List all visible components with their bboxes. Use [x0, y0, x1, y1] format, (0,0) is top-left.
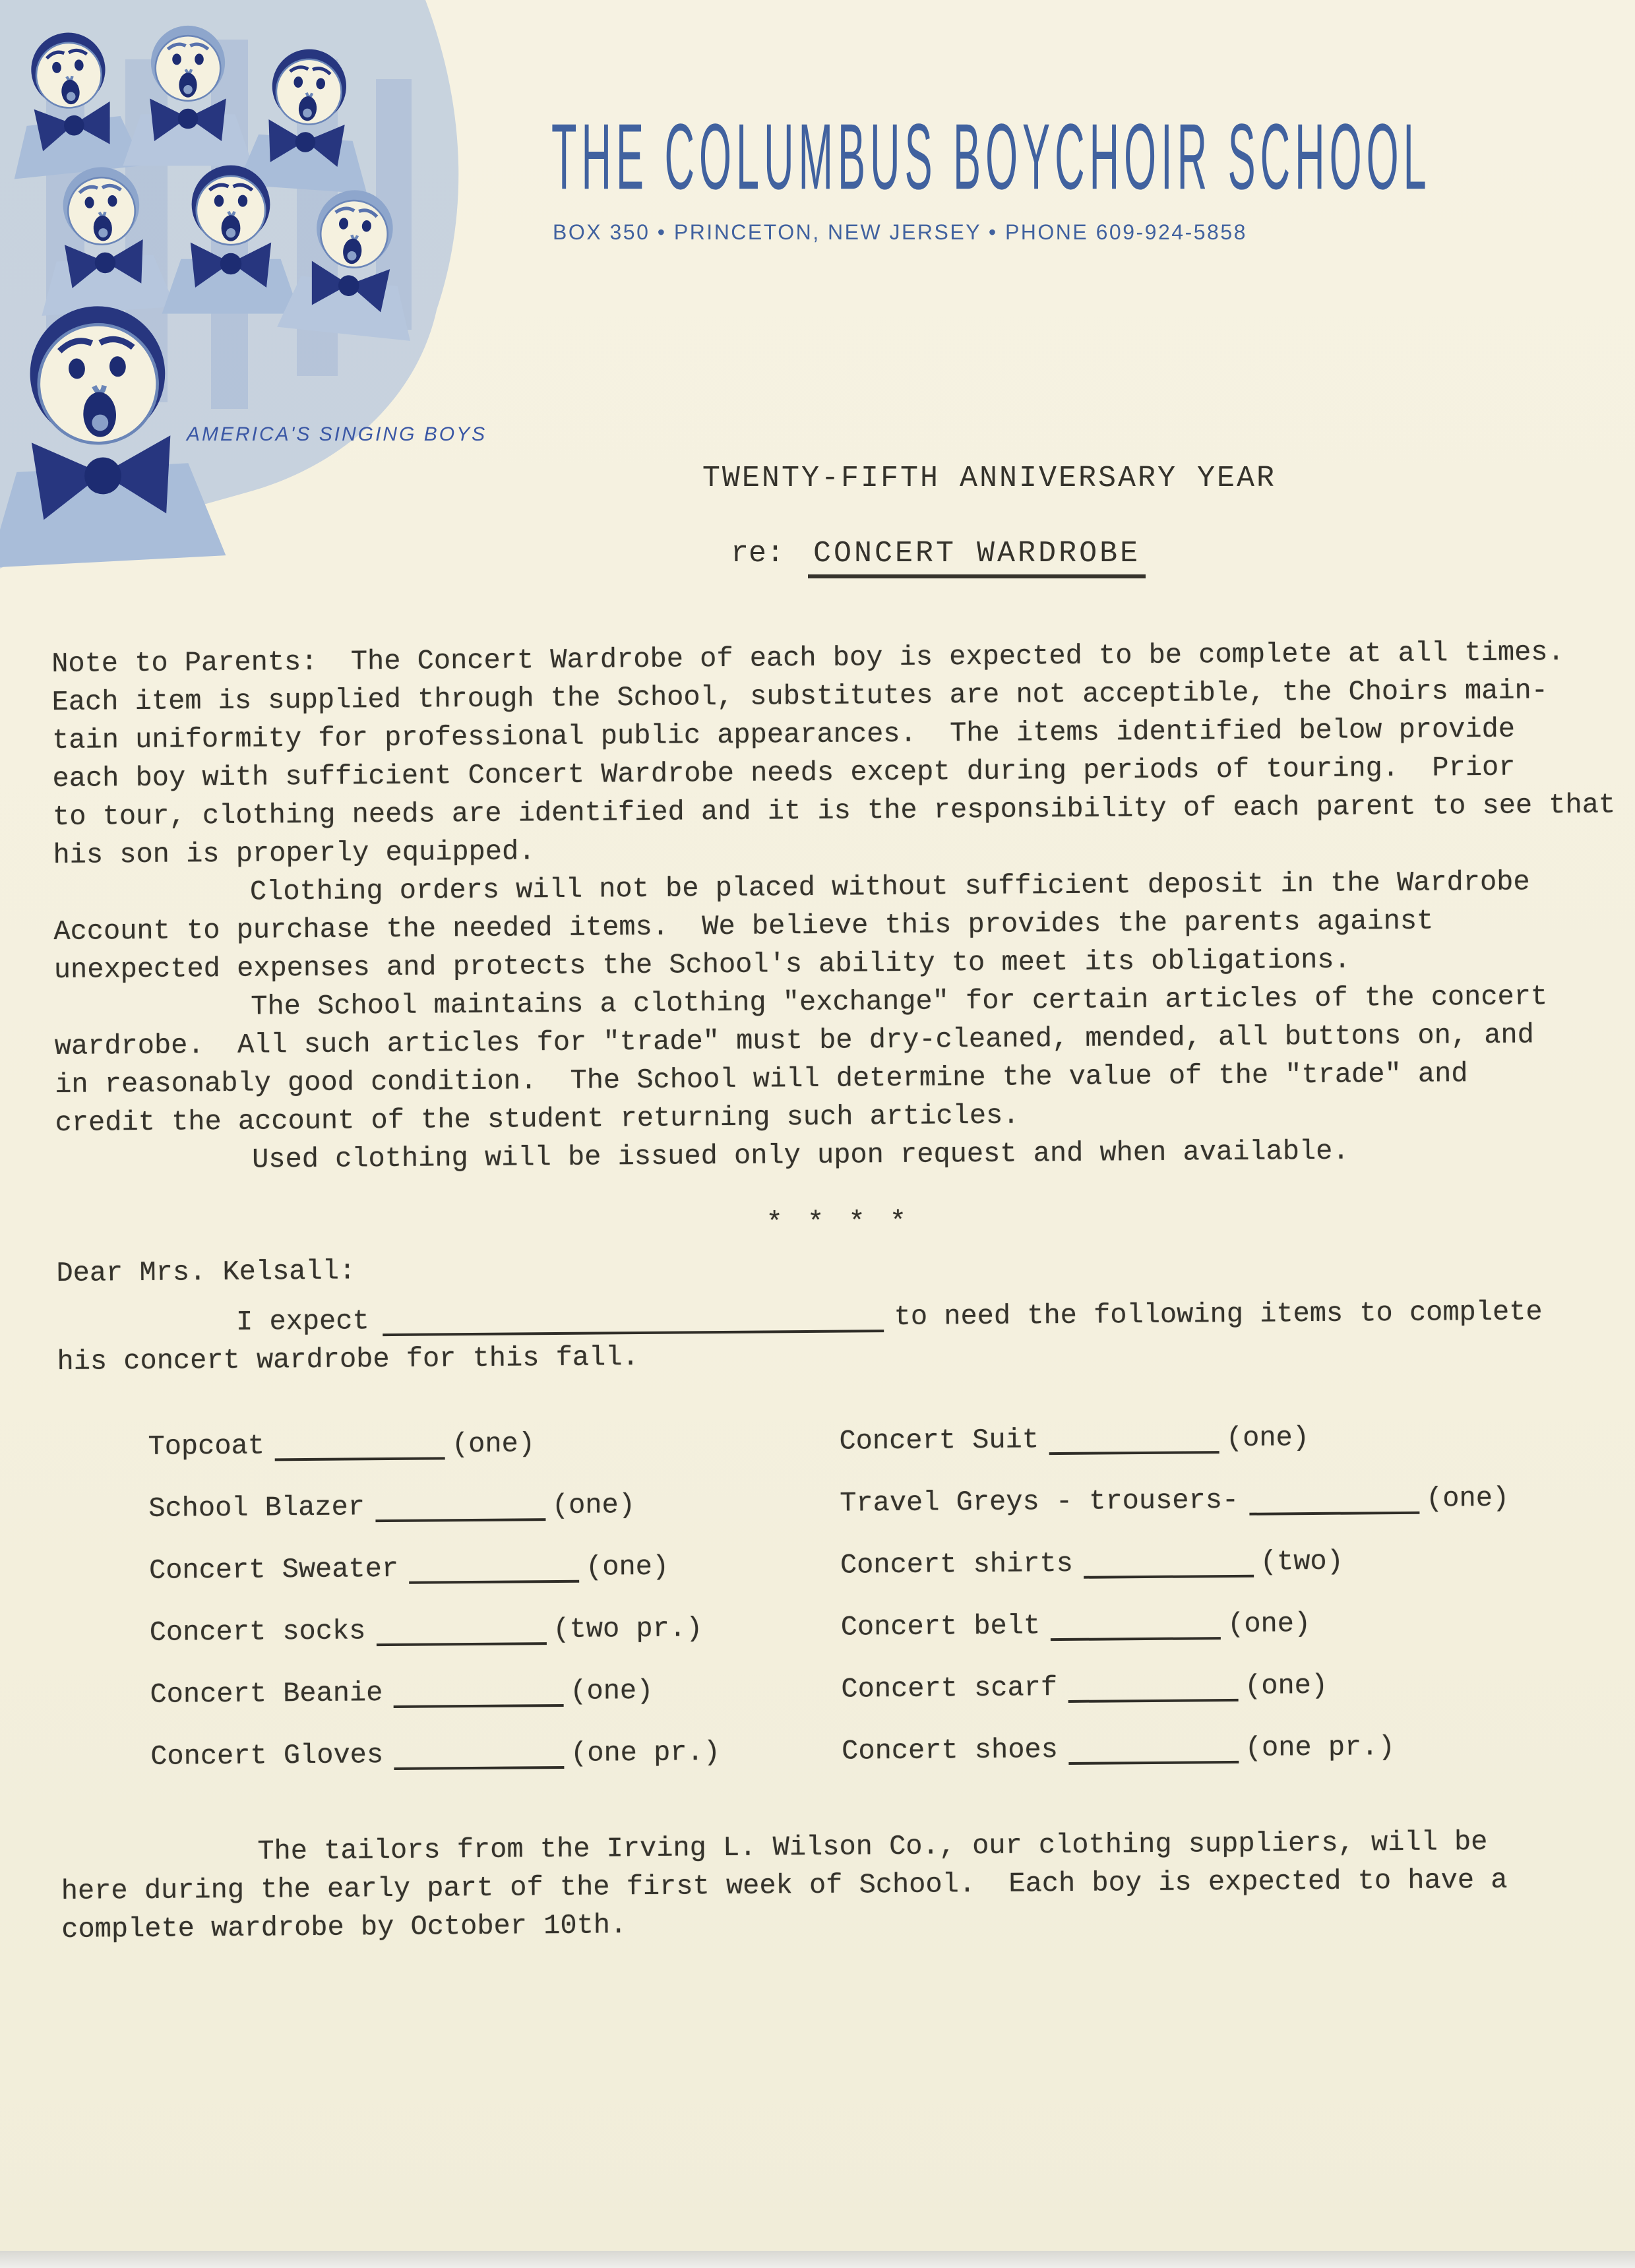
item-quantity: (two pr.) [553, 1612, 703, 1646]
expect-line [57, 1288, 1622, 1381]
blank-line [409, 1552, 579, 1584]
letter-body [51, 632, 1626, 1949]
blank-line [1049, 1423, 1219, 1455]
subject-title: CONCERT WARDROBE [808, 537, 1146, 578]
blank-line [1249, 1484, 1419, 1516]
item-quantity: (one) [451, 1428, 536, 1461]
note-paragraph: Note to Parents: The Concert Wardrobe of each boy is expected to be complete at all times. Each item is supplied through the School, substitutes are not acceptible, the Choirs main- tain uniformity for professional public appearances. The items identified below provide each boy with sufficient Concert Wardrobe needs except during periods of touring. Prior to tour, clothing needs are identified and it is the responsibility of each parent to see that his son is properly equipped. [51, 636, 1616, 871]
used-clothing-paragraph: Used clothing will be issued only upon request and when available. [251, 1135, 1349, 1176]
item-label: Concert belt [840, 1610, 1041, 1643]
blank-line [275, 1429, 445, 1461]
item-label: Travel Greys - trousers- [840, 1484, 1239, 1519]
form-item-concert-shirts [840, 1536, 1624, 1604]
form-item-concert-socks [149, 1605, 841, 1672]
illustration-caption: AMERICA'S SINGING BOYS [187, 423, 487, 445]
salutation: Dear Mrs. Kelsall: [56, 1255, 356, 1289]
expect-prefix: I expect [235, 1305, 369, 1338]
form-item-travel-greys [840, 1474, 1623, 1542]
blank-line [393, 1676, 563, 1708]
form-item-school-blazer [148, 1481, 840, 1548]
exchange-paragraph: The School maintains a clothing "exchange" for certain articles of the concert wardrobe. All such articles for "trade" must be dry-cleaned, mended, all buttons on, and in reasonably good condition. The School will determine the value of the "trade" and credit the account of the student returning such articles. [54, 981, 1548, 1139]
expect-line2: his concert wardrobe for this fall. [57, 1341, 639, 1378]
wardrobe-form [148, 1412, 1624, 1796]
form-item-concert-scarf [841, 1660, 1624, 1728]
blank-line [1084, 1547, 1254, 1579]
item-label: Concert Gloves [150, 1739, 384, 1773]
item-quantity: (one pr.) [570, 1736, 721, 1769]
item-quantity: (one) [1225, 1422, 1310, 1455]
blank-line [394, 1738, 564, 1770]
blank-line [375, 1490, 545, 1522]
form-item-concert-beanie [150, 1667, 842, 1734]
orders-paragraph: Clothing orders will not be placed without sufficient deposit in the Wardrobe Account to purchase the needed items. We believe this provides the parents against unexpected expenses and protects the School's ability to meet its obligations. [53, 866, 1530, 986]
form-item-concert-belt [840, 1598, 1624, 1666]
blank-line [376, 1614, 546, 1646]
blank-line [1068, 1733, 1239, 1765]
blank-line [1068, 1671, 1238, 1703]
item-quantity: (one) [1244, 1669, 1328, 1702]
form-item-topcoat [148, 1419, 840, 1486]
name-blank-line [383, 1302, 884, 1336]
item-label: School Blazer [148, 1491, 365, 1525]
subject-prefix: re: [731, 537, 785, 570]
school-logo: THE COLUMBUS BOYCHOIR SCHOOL [551, 106, 1431, 210]
closing-paragraph: The tailors from the Irving L. Wilson Co., our clothing suppliers, will be here during the early part of the first week of School. Each boy is expected to have a complete wardrobe by October 10th. [61, 1825, 1508, 1946]
item-quantity: (two) [1260, 1545, 1344, 1578]
item-label: Concert Suit [839, 1424, 1039, 1457]
form-item-concert-sweater [149, 1543, 841, 1610]
separator-asterisks: * * * * [766, 1206, 911, 1239]
item-quantity: (one) [570, 1674, 654, 1707]
blank-line [1051, 1609, 1221, 1641]
item-label: Concert Beanie [150, 1677, 383, 1711]
address-line: BOX 350 • PRINCETON, NEW JERSEY • PHONE 609-924-5858 [553, 220, 1247, 244]
item-label: Concert shoes [842, 1734, 1059, 1767]
item-label: Concert socks [149, 1615, 366, 1649]
form-item-concert-gloves [150, 1729, 842, 1796]
form-item-concert-suit [839, 1412, 1622, 1480]
item-quantity: (one) [1227, 1608, 1311, 1641]
item-label: Topcoat [148, 1430, 265, 1463]
choirboys-illustration [0, 0, 508, 594]
item-quantity: (one) [1425, 1482, 1510, 1515]
item-label: Concert scarf [841, 1672, 1058, 1705]
expect-suffix: to need the following items to complete [894, 1296, 1543, 1333]
item-quantity: (one) [585, 1550, 669, 1583]
anniversary-heading: TWENTY-FIFTH ANNIVERSARY YEAR [702, 462, 1277, 495]
scan-bottom-edge [0, 2251, 1635, 2268]
item-label: Concert shirts [840, 1547, 1074, 1581]
subject-line [731, 537, 1146, 570]
item-quantity: (one pr.) [1245, 1731, 1395, 1764]
form-item-concert-shoes [842, 1722, 1625, 1790]
item-quantity: (one) [551, 1489, 636, 1522]
item-label: Concert Sweater [148, 1552, 399, 1587]
